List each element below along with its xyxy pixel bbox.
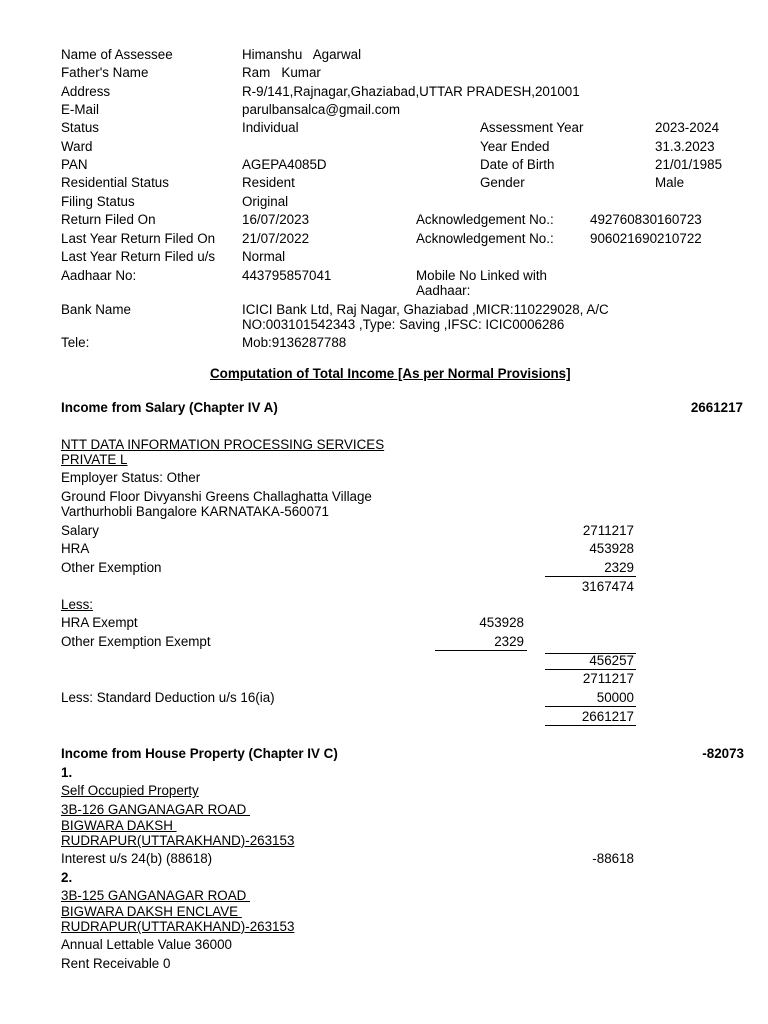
bank-value-line1: ICICI Bank Ltd, Raj Nagar, Ghaziabad ,MICR:110229028, A/C <box>242 302 609 317</box>
gender-value: Male <box>655 175 685 190</box>
property-1-address-line1: 3B-126 GANGANAGAR ROAD <box>61 802 251 817</box>
house-property-heading: Income from House Property (Chapter IV C) <box>61 746 338 761</box>
residential-status-value: Resident <box>242 175 295 190</box>
hra-exempt-label: HRA Exempt <box>61 615 138 630</box>
name-label: Name of Assessee <box>61 47 173 62</box>
salary-heading: Income from Salary (Chapter IV A) <box>61 400 278 415</box>
salary-total: 2661217 <box>690 400 743 415</box>
aadhaar-value: 443795857041 <box>242 268 332 283</box>
divider <box>545 576 636 577</box>
property-1-interest-label: Interest u/s 24(b) (88618) <box>61 851 213 866</box>
less-label: Less: <box>61 597 94 612</box>
property-2-address-line1: 3B-125 GANGANAGAR ROAD <box>61 888 251 903</box>
acknowledgement-label: Acknowledgement No.: <box>416 212 554 227</box>
employer-address-line2: Varthurhobli Bangalore KARNATAKA-560071 <box>61 504 329 519</box>
return-filed-value: 16/07/2023 <box>242 212 310 227</box>
employer-status: Employer Status: Other <box>61 470 201 485</box>
last-year-return-label: Last Year Return Filed On <box>61 231 216 246</box>
pan-label: PAN <box>61 157 88 172</box>
last-year-ack-value: 906021690210722 <box>590 231 702 246</box>
filing-status-value: Original <box>242 194 289 209</box>
employer-address-line1: Ground Floor Divyanshi Greens Challaghatta Village <box>61 489 372 504</box>
bank-label: Bank Name <box>61 302 131 317</box>
last-year-us-value: Normal <box>242 249 286 264</box>
other-exemption-exempt-label: Other Exemption Exempt <box>61 634 211 649</box>
mobile-linked-label: Mobile No Linked with <box>416 268 547 283</box>
ward-label: Ward <box>61 139 93 154</box>
father-label: Father's Name <box>61 65 149 80</box>
other-exemption-label: Other Exemption <box>61 560 162 575</box>
year-ended-label: Year Ended <box>480 139 550 154</box>
dob-label: Date of Birth <box>480 157 555 172</box>
property-2-number: 2. <box>61 870 73 885</box>
aadhaar-label: Aadhaar No: <box>61 268 137 283</box>
pan-value: AGEPA4085D <box>242 157 327 172</box>
return-filed-label: Return Filed On <box>61 212 156 227</box>
assessment-year-value: 2023-2024 <box>655 120 720 135</box>
hra-value: 453928 <box>589 541 634 556</box>
divider <box>545 706 636 707</box>
divider <box>435 650 527 651</box>
computation-title: Computation of Total Income [As per Normal Provisions] <box>210 366 571 381</box>
last-year-ack-label: Acknowledgement No.: <box>416 231 554 246</box>
email-value: parulbansalca@gmail.com <box>242 102 400 117</box>
last-year-us-label: Last Year Return Filed u/s <box>61 249 216 264</box>
gender-label: Gender <box>480 175 525 190</box>
property-1-interest-value: -88618 <box>592 851 634 866</box>
address-value: R-9/141,Rajnagar,Ghaziabad,UTTAR PRADESH,201001 <box>242 84 580 99</box>
house-property-total: -82073 <box>702 746 744 761</box>
standard-deduction-label: Less: Standard Deduction u/s 16(ia) <box>61 690 275 705</box>
other-exemption-value: 2329 <box>604 560 634 575</box>
salary-value: 2711217 <box>582 523 634 538</box>
property-2-rent-receivable: Rent Receivable 0 <box>61 956 171 971</box>
status-value: Individual <box>242 120 299 135</box>
tele-value: Mob:9136287788 <box>242 335 347 350</box>
last-year-return-value: 21/07/2022 <box>242 231 310 246</box>
assessment-year-label: Assessment Year <box>480 120 584 135</box>
property-1-type: Self Occupied Property <box>61 783 199 798</box>
salary-label: Salary <box>61 523 99 538</box>
bank-value-line2: NO:003101542343 ,Type: Saving ,IFSC: ICIC0006286 <box>242 317 565 332</box>
taxable-salary-value: 2661217 <box>581 709 634 724</box>
employer-name-line2: PRIVATE L <box>61 452 128 467</box>
hra-label: HRA <box>61 541 90 556</box>
filing-status-label: Filing Status <box>61 194 135 209</box>
property-2-address-line3: RUDRAPUR(UTTARAKHAND)-263153 <box>61 919 295 934</box>
name-value: Himanshu Agarwal <box>242 47 362 62</box>
mobile-linked-label-2: Aadhaar: <box>416 283 471 298</box>
property-1-address-line3: RUDRAPUR(UTTARAKHAND)-263153 <box>61 833 295 848</box>
exempt-total-value: 456257 <box>589 653 634 668</box>
residential-status-label: Residential Status <box>61 175 169 190</box>
dob-value: 21/01/1985 <box>655 157 723 172</box>
address-label: Address <box>61 84 111 99</box>
property-1-number: 1. <box>61 765 73 780</box>
year-ended-value: 31.3.2023 <box>655 139 715 154</box>
divider <box>545 725 636 726</box>
other-exemption-exempt-value: 2329 <box>494 634 524 649</box>
divider <box>545 669 636 670</box>
gross-salary-value: 3167474 <box>581 579 634 594</box>
email-label: E-Mail <box>61 102 99 117</box>
property-2-annual-lettable-value: Annual Lettable Value 36000 <box>61 937 232 952</box>
standard-deduction-value: 50000 <box>596 690 634 705</box>
hra-exempt-value: 453928 <box>479 615 524 630</box>
status-label: Status <box>61 120 99 135</box>
tele-label: Tele: <box>61 335 90 350</box>
acknowledgement-value: 492760830160723 <box>590 212 702 227</box>
property-2-address-line2: BIGWARA DAKSH ENCLAVE <box>61 904 242 919</box>
net-salary-value: 2711217 <box>582 671 634 686</box>
father-value: Ram Kumar <box>242 65 321 80</box>
property-1-address-line2: BIGWARA DAKSH <box>61 818 177 833</box>
employer-name-line1: NTT DATA INFORMATION PROCESSING SERVICES <box>61 437 385 452</box>
